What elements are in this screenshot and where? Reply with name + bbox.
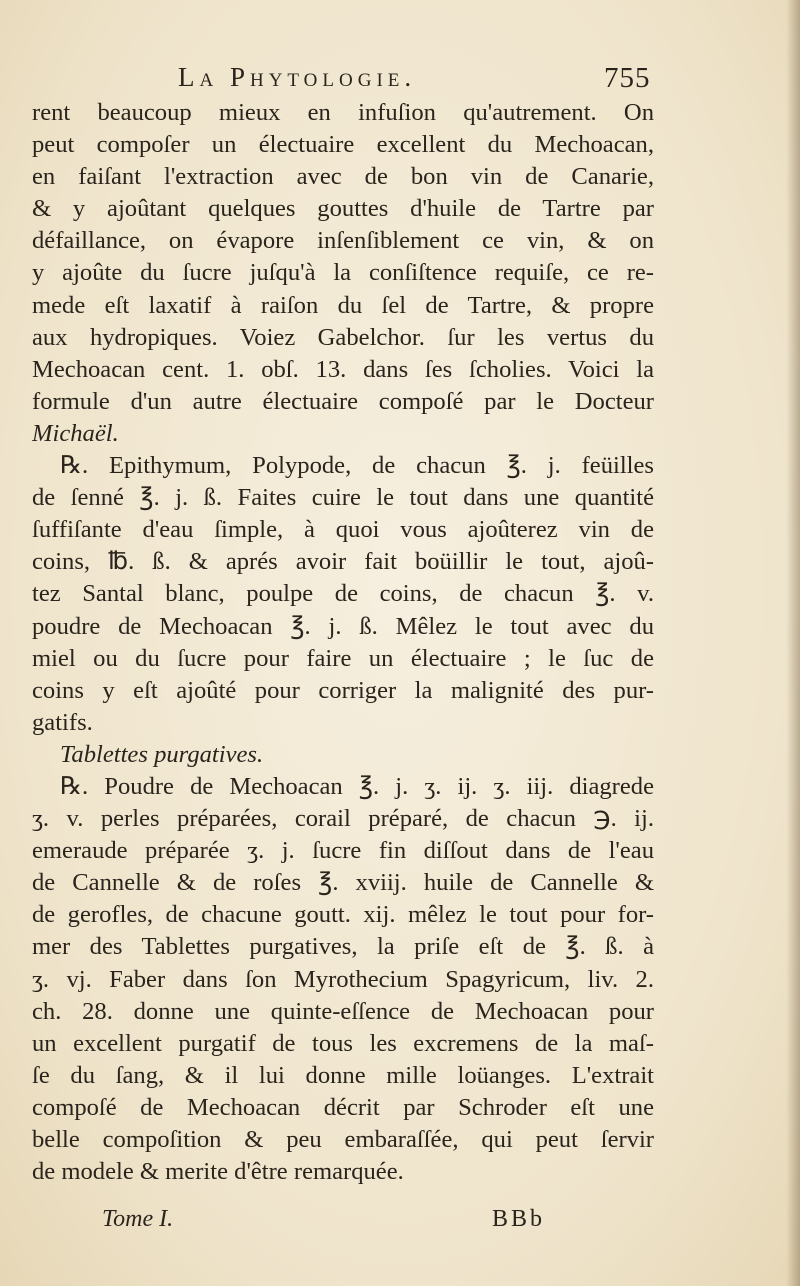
text-line: formule d'un autre électuaire compoſé par le Docteur <box>32 387 654 415</box>
running-title: La Phytologie. <box>178 62 417 92</box>
text-line: rent beaucoup mieux en infuſion qu'autrement. On <box>32 99 654 126</box>
volume-label: Tome I. <box>102 1206 174 1232</box>
text-line: un excellent purgatif de tous les excremens de la maſ- <box>32 1029 654 1057</box>
text-line: de Cannelle & de roſes ℥. xviij. huile de Cannelle & <box>32 869 654 897</box>
text-line: ch. 28. donne une quinte-eſſence de Mechoacan pour <box>32 997 654 1025</box>
text-line: mer des Tablettes purgatives, la priſe eſt de ℥. ß. à <box>32 933 654 961</box>
text-line: miel ou du ſucre pour faire un électuaire ; le ſuc de <box>32 644 654 672</box>
text-line: poudre de Mechoacan ℥. j. ß. Mêlez le tout avec du <box>32 612 654 640</box>
page-footer <box>0 1206 800 1246</box>
recipe-line: ℞. Poudre de Mechoacan ℥. j. ʒ. ij. ʒ. iij. diagrede <box>60 772 654 800</box>
text-line: ʒ. v. perles préparées, corail préparé, de chacun ℈. ij. <box>32 805 654 833</box>
text-line: ʒ. vj. Faber dans ſon Myrothecium Spagyricum, liv. 2. <box>32 965 654 993</box>
text-line: de gerofles, de chacune goutt. xij. mêlez le tout pour for- <box>32 901 654 929</box>
page-edge-shadow <box>786 0 800 1286</box>
text-line: emeraude préparée ʒ. j. ſucre fin diſſout dans de l'eau <box>32 837 654 865</box>
body-text <box>32 97 654 1188</box>
text-line: en faiſant l'extraction avec de bon vin de Canarie, <box>32 163 654 191</box>
signature-mark: BBb <box>492 1206 546 1232</box>
text-line: aux hydropiques. Voiez Gabelchor. ſur les vertus du <box>32 323 654 351</box>
text-line: défaillance, on évapore inſenſiblement ce vin, & on <box>32 227 654 255</box>
running-head <box>0 60 800 100</box>
text-line: belle compoſition & peu embaraſſée, qui peut ſervir <box>32 1126 654 1153</box>
text-line: de modele & merite d'être remarquée. <box>32 1158 404 1186</box>
text-line: ſuffiſante d'eau ſimple, à quoi vous ajoûterez vin de <box>32 516 654 544</box>
text-line: coins, ℔. ß. & aprés avoir fait boüillir le tout, ajoû- <box>32 548 654 576</box>
page-number: 755 <box>604 62 651 94</box>
section-heading: Tablettes purgatives. <box>60 740 264 768</box>
text-line: Mechoacan cent. 1. obſ. 13. dans ſes ſcholies. Voici la <box>32 355 654 383</box>
text-line: tez Santal blanc, poulpe de coins, de chacun ℥. v. <box>32 580 654 608</box>
text-line: gatifs. <box>32 708 93 736</box>
text-line: & y ajoûtant quelques gouttes d'huile de Tartre par <box>32 195 654 223</box>
text-line: compoſé de Mechoacan décrit par Schroder eſt une <box>32 1093 654 1121</box>
text-line: ſe du ſang, & il lui donne mille loüanges. L'extrait <box>32 1061 654 1089</box>
text-line: de ſenné ℥. j. ß. Faites cuire le tout dans une quantité <box>32 484 654 512</box>
text-line: y ajoûte du ſucre juſqu'à la conſiſtence requiſe, ce re- <box>32 259 654 287</box>
recipe-line: ℞. Epithymum, Polypode, de chacun ℥. j. feüilles <box>60 452 654 480</box>
text-line: Michaël. <box>32 419 119 447</box>
text-line: coins y eſt ajoûté pour corriger la malignité des pur- <box>32 676 654 704</box>
text-line: peut compoſer un électuaire excellent du Mechoacan, <box>32 131 654 159</box>
text-line: mede eſt laxatif à raiſon du ſel de Tartre, & propre <box>32 291 654 319</box>
